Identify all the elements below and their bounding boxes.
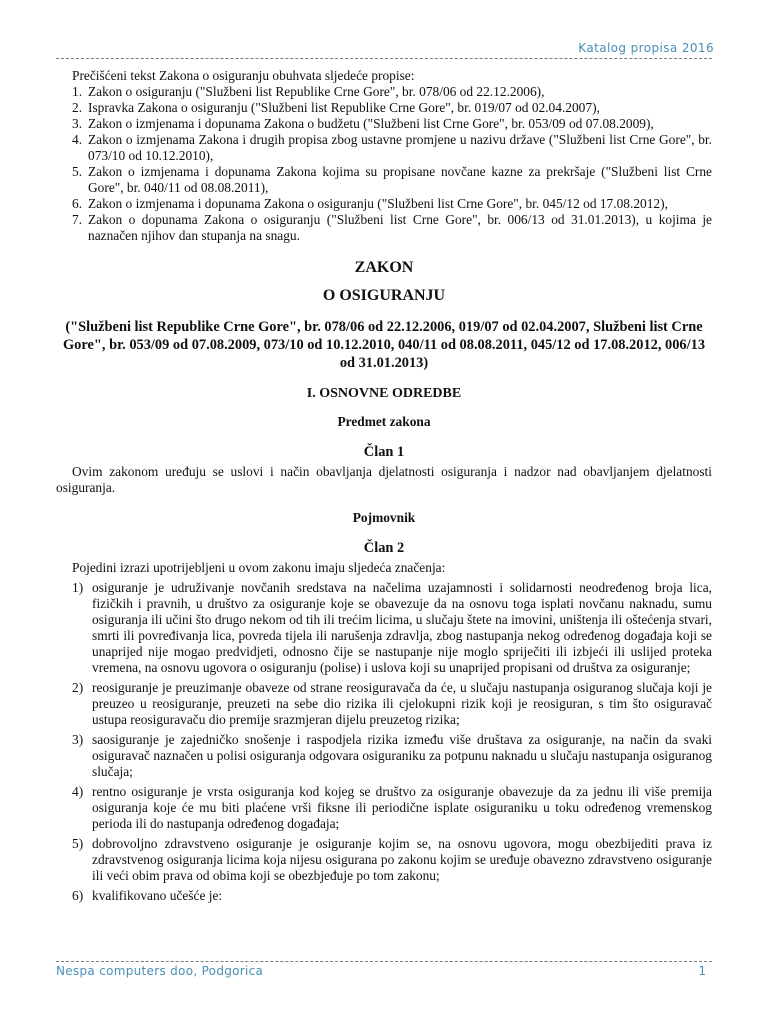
article-1-text: Ovim zakonom uređuju se uslovi i način obavljanja djelatnosti osiguranja i nadzor nad obavljanjem djelatnosti osiguranja. [56,464,712,495]
list-item: 4) rentno osiguranje je vrsta osiguranja kod kojeg se društvo za osiguranje obavezuje da za jednu ili više premija osiguranja koje će mu biti plaćene vrši fiksne ili periodične isplate osiguraniku u toku određenog vremenskog perioda ili do nastupanja određenog događaja; [72,784,712,831]
list-item: 4. Zakon o izmjenama Zakona i drugih propisa zbog ustavne promjene u nazivu države ("Službeni list Crne Gore", br. 073/10 od 10.12.2010), [72,132,712,163]
footer-company: Nespa computers doo, Podgorica [56,964,264,978]
list-item: 6. Zakon o izmjenama i dopunama Zakona o osiguranju ("Službeni list Crne Gore", br. 045/12 od 17.08.2012), [72,196,668,211]
list-item: 3) saosiguranje je zajedničko snošenje i raspodjela rizika između više društava za osiguranje, na način da svaki osiguravač naznačen u polisi osiguranja odgovara osiguraniku za potpunu naknadu u slučaju nastupanja osiguranog slučaja; [72,732,712,779]
article-2-heading: Član 2 [363,540,405,556]
intro-lead: Prečišćeni tekst Zakona o osiguranju obuhvata sljedeće propise: [72,68,415,83]
footer-divider [56,961,712,962]
list-item: 6) kvalifikovano učešće je: [72,888,223,903]
list-item: 7. Zakon o dopunama Zakona o osiguranju ("Službeni list Crne Gore", br. 006/13 od 31.01.2013), u kojima je naznačen njihov dan stupanja na snagu. [72,212,712,243]
document-content [56,68,712,908]
gazette-reference: ("Službeni list Republike Crne Gore", br. 078/06 od 22.12.2006, 019/07 od 02.04.2007, Službeni list Crne Gore", br. 053/09 od 07.08.2009, 073/10 od 10.12.2010, 040/11 od 08.08.2011, 045/12 od 17.08.2012, 006/13 od 31.01.2013) [62,319,706,371]
section-heading: I. OSNOVNE ODREDBE [306,386,462,401]
list-item: 5. Zakon o izmjenama i dopunama Zakona kojima su propisane novčane kazne za prekršaje ("Službeni list Crne Gore", br. 040/11 od 08.08.2011), [72,164,712,195]
header-divider [56,58,712,59]
list-item: 5) dobrovoljno zdravstveno osiguranje je osiguranje kojim se, na osnovu ugovora, mogu obezbijediti prava iz zdravstvenog osiguranja licima koja nijesu osigurana po zakonu kojim se uređuje obavezno zdravstveno osiguranje ili veći obim prava od obima koji se obezbjeđuje po tom zakonu; [72,836,712,883]
law-subtitle: O OSIGURANJU [322,287,446,304]
list-item: 1) osiguranje je udruživanje novčanih sredstava na načelima uzajamnosti i solidarnosti neodređenog broja lica, fizičkih i pravnih, u društvo za osiguranje koje se obavezuje da na osnovu toga isplati novčanu naknadu, sumu osiguranja ili učini što drugo nekom od tih ili trećim licima, u slučaju štete na imovini, uništenja ili oštećenja stvari, smrti ili povređivanja lica, povreda tijela ili narušenja zdravlja, zbog nastupanja nekog određenog događaja koji se unaprijed nije mogao predvidjeti, odnosno čije se nastupanje nije moglo spriječiti ili izbjeći ili uslijed proteka vremena, na osnovu ugovora o osiguranju (polise) i uslova koji su unaprijed propisani od društva za osiguranje; [72,580,712,675]
page-number: 1 [698,964,706,978]
list-item: 2) reosiguranje je preuzimanje obaveze od strane reosiguravača da će, u slučaju nastupanja osiguranog slučaja koji je preuzeo u reosiguranje, preuzeti na sebe dio rizika ili cjelokupni rizik koji je reosiguran, s tim što osiguravač ustupa reosiguravaču dio premije srazmjeran dijelu preuzetog rizika; [72,680,712,727]
list-item: 1. Zakon o osiguranju ("Službeni list Republike Crne Gore", br. 078/06 od 22.12.2006), [72,84,545,99]
definitions-list [56,580,712,904]
catalog-title: Katalog propisa 2016 [578,41,714,55]
list-item: 3. Zakon o izmjenama i dopunama Zakona o budžetu ("Službeni list Crne Gore", br. 053/09 od 07.08.2009), [72,116,654,131]
list-item: 2. Ispravka Zakona o osiguranju ("Službeni list Republike Crne Gore", br. 019/07 od 02.04.2007), [72,100,600,115]
article-2-lead: Pojedini izrazi upotrijebljeni u ovom zakonu imaju sljedeća značenja: [72,560,446,575]
article-1-heading: Član 1 [363,444,405,460]
subheading-subject: Predmet zakona [337,414,431,429]
subheading-glossary: Pojmovnik [352,510,416,525]
intro-list [56,84,712,244]
law-title: ZAKON [354,259,414,276]
